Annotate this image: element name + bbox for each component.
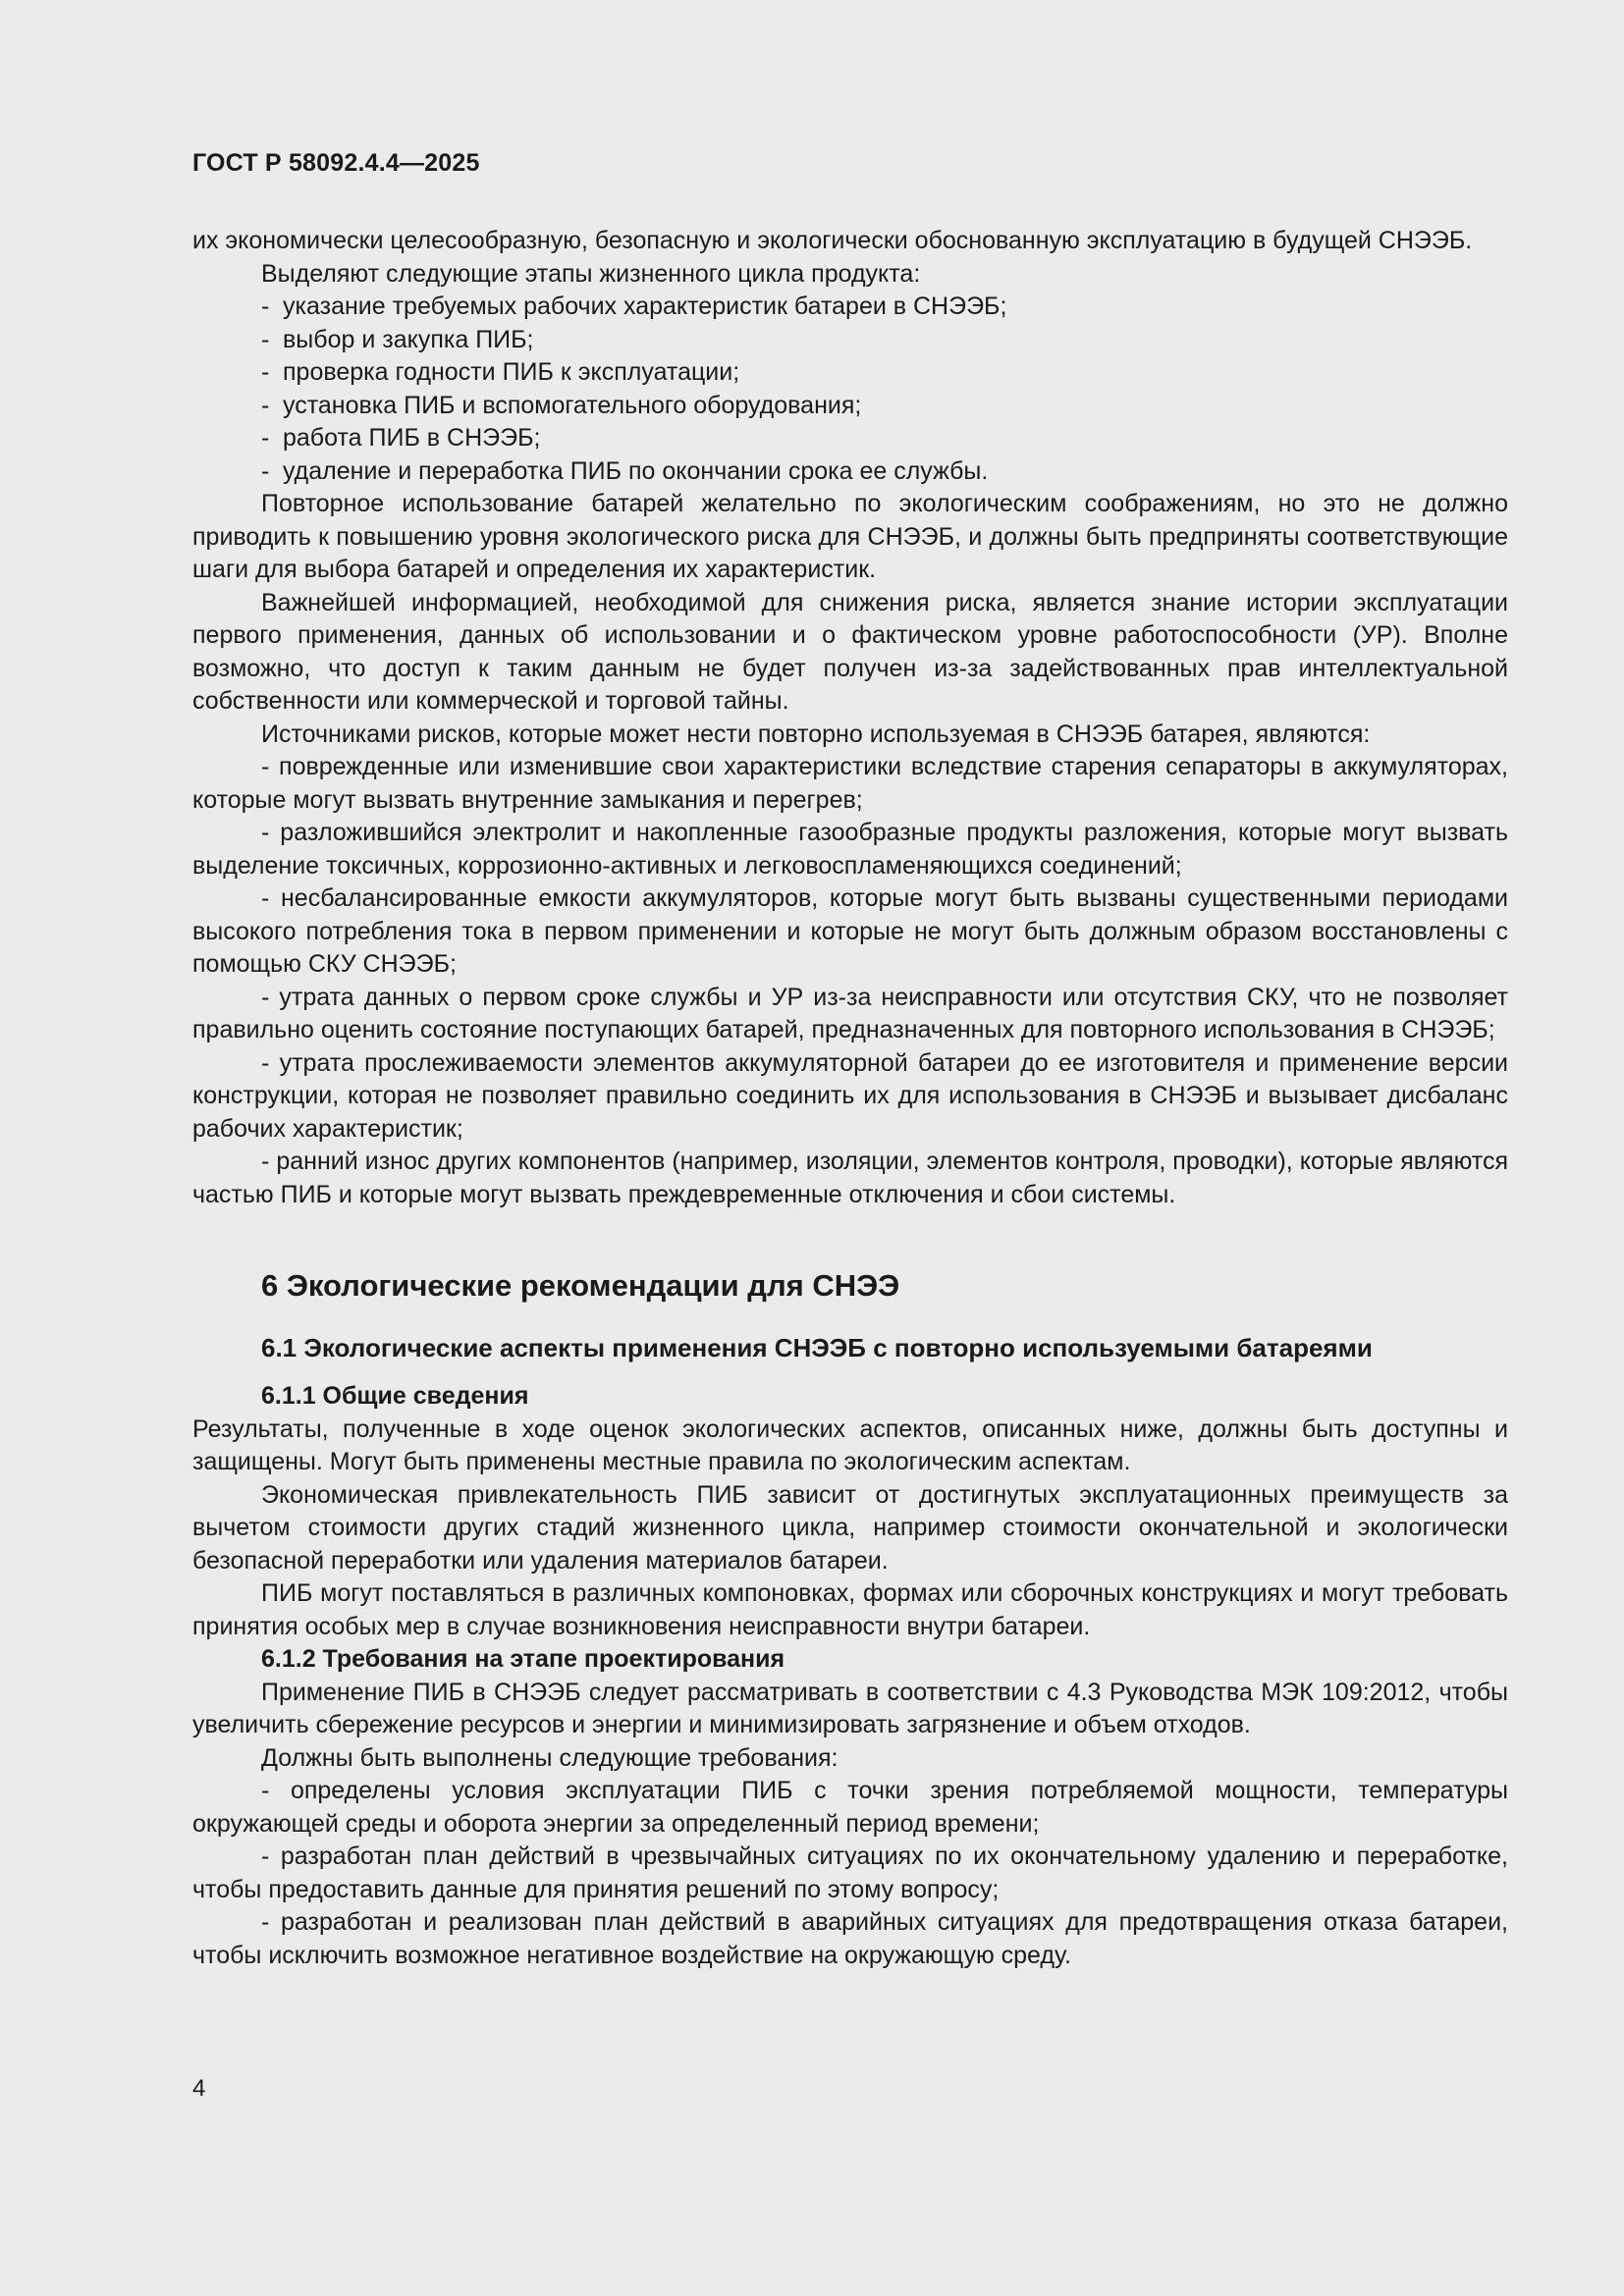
paragraph-6-1-1-p3: ПИБ могут поставляться в различных компоновках, формах или сборочных конструкциях и могут требовать принятия особых мер в случае возникновения неисправности внутри батареи. [192, 1579, 1508, 1640]
list-item: - выбор и закупка ПИБ; [261, 324, 1508, 357]
paragraph-6-1-1-p1: Результаты, полученные в ходе оценок экологических аспектов, описанных ниже, должны быть доступны и защищены. Могут быть применены местные правила по экологическим аспектам. [192, 1415, 1508, 1475]
list-item: - удаление и переработка ПИБ по окончании срока ее службы. [261, 455, 1508, 489]
requirement-item: - разработан и реализован план действий в аварийных ситуациях для предотвращения отказа батареи, чтобы исключить возможное негативное воздействие на окружающую среду. [192, 1908, 1508, 1969]
list-item: - указание требуемых рабочих характеристик батареи в СНЭЭБ; [261, 291, 1508, 324]
list-dash: - [261, 456, 270, 485]
paragraph-6-1-1-p2: Экономическая привлекательность ПИБ зависит от достигнутых эксплуатационных преимуществ за вычетом стоимости других стадий жизненного цикла, например стоимости окончательной и экологически безопасной переработки или удаления материалов батареи. [192, 1480, 1508, 1575]
list-item: - работа ПИБ в СНЭЭБ; [261, 422, 1508, 455]
paragraph-risks-lead: Источниками рисков, которые может нести повторно используемая в СНЭЭБ батарея, являются: [261, 720, 1371, 748]
page-number: 4 [192, 2075, 206, 2102]
risk-item: - поврежденные или изменившие свои характеристики вследствие старения сепараторы в аккумуляторах, которые могут вызвать внутренние замыкания и перегрев; [192, 753, 1508, 814]
list-dash: - [261, 753, 270, 780]
list-dash: - [261, 1908, 270, 1936]
list-dash: - [261, 819, 270, 846]
section-6-1-heading: 6.1 Экологические аспекты применения СНЭЭБ с повторно используемыми батареями [261, 1333, 1373, 1362]
list-dash: - [261, 1148, 270, 1175]
document-code-header: ГОСТ Р 58092.4.4—2025 [192, 149, 480, 177]
paragraph-reuse: Повторное использование батарей желательно по экологическим соображениям, но это не должно приводить к повышению уровня экологического риска для СНЭЭБ, и должны быть предприняты соответствующие шаги для выбора батарей и определения их характеристик. [192, 490, 1508, 583]
paragraph-6-1-2-lead: Должны быть выполнены следующие требования: [261, 1743, 839, 1772]
paragraph-6-1-2-p1: Применение ПИБ в СНЭЭБ следует рассматривать в соответствии с 4.3 Руководства МЭК 109:2012, чтобы увеличить сбережение ресурсов и энергии и минимизировать загрязнение и объем отходов. [192, 1678, 1508, 1738]
section-6-1-1-heading: 6.1.1 Общие сведения [261, 1382, 529, 1410]
risk-item: - утрата данных о первом сроке службы и УР из-за неисправности или отсутствия СКУ, что не позволяет правильно оценить состояние поступающих батарей, предназначенных для повторного использования в СНЭЭБ; [192, 983, 1509, 1043]
risk-item: - утрата прослеживаемости элементов аккумуляторной батареи до ее изготовителя и применение версии конструкции, которая не позволяет правильно соединить их для использования в СНЭЭБ и вызывает дисбаланс рабочих характеристик; [192, 1048, 1508, 1143]
list-dash: - [261, 1777, 270, 1804]
list-dash: - [261, 1842, 270, 1870]
document-body [192, 225, 1508, 1972]
paragraph-info: Важнейшей информацией, необходимой для снижения риска, является знание истории эксплуатации первого применения, данных об использовании и о фактическом уровне работоспособности (УР). Вполне возможно, что доступ к таким данным не будет получен из-за задействованных прав интеллектуальной собственности или коммерческой и торговой тайны. [192, 588, 1508, 715]
paragraph-continuation: их экономически целесообразную, безопасную и экологически обоснованную эксплуатацию в будущей СНЭЭБ. [192, 227, 1473, 254]
list-dash: - [261, 391, 270, 419]
list-item: - установка ПИБ и вспомогательного оборудования; [261, 390, 1508, 423]
section-6-1-2-heading: 6.1.2 Требования на этапе проектирования [261, 1645, 785, 1673]
list-dash: - [261, 884, 270, 912]
section-6-heading: 6 Экологические рекомендации для СНЭЭ [261, 1268, 900, 1303]
risk-item: - ранний износ других компонентов (например, изоляции, элементов контроля, проводки), которые являются частью ПИБ и которые могут вызвать преждевременные отключения и сбои системы. [192, 1148, 1508, 1208]
requirement-item: - определены условия эксплуатации ПИБ с точки зрения потребляемой мощности, температуры окружающей среды и оборота энергии за определенный период времени; [192, 1777, 1508, 1838]
list-item: - проверка годности ПИБ к эксплуатации; [261, 356, 1508, 390]
requirement-item: - разработан план действий в чрезвычайных ситуациях по их окончательному удалению и переработке, чтобы предоставить данные для принятия решений по этому вопросу; [192, 1842, 1508, 1903]
risk-item: - несбалансированные емкости аккумуляторов, которые могут быть вызваны существенными периодами высокого потребления тока в первом применении и которые не могут быть должным образом восстановлены с помощью СКУ СНЭЭБ; [192, 884, 1508, 978]
list-dash: - [261, 293, 270, 320]
list-dash: - [261, 358, 270, 386]
list-dash: - [261, 325, 270, 353]
lifecycle-stages-list [192, 291, 1508, 488]
risk-item: - разложившийся электролит и накопленные газообразные продукты разложения, которые могут вызвать выделение токсичных, коррозионно-активных и легковоспламеняющихся соединений; [192, 819, 1508, 880]
list-dash: - [261, 983, 270, 1011]
list-dash: - [261, 424, 270, 452]
list-dash: - [261, 1048, 270, 1077]
paragraph-stages-lead: Выделяют следующие этапы жизненного цикла продукта: [261, 259, 921, 288]
